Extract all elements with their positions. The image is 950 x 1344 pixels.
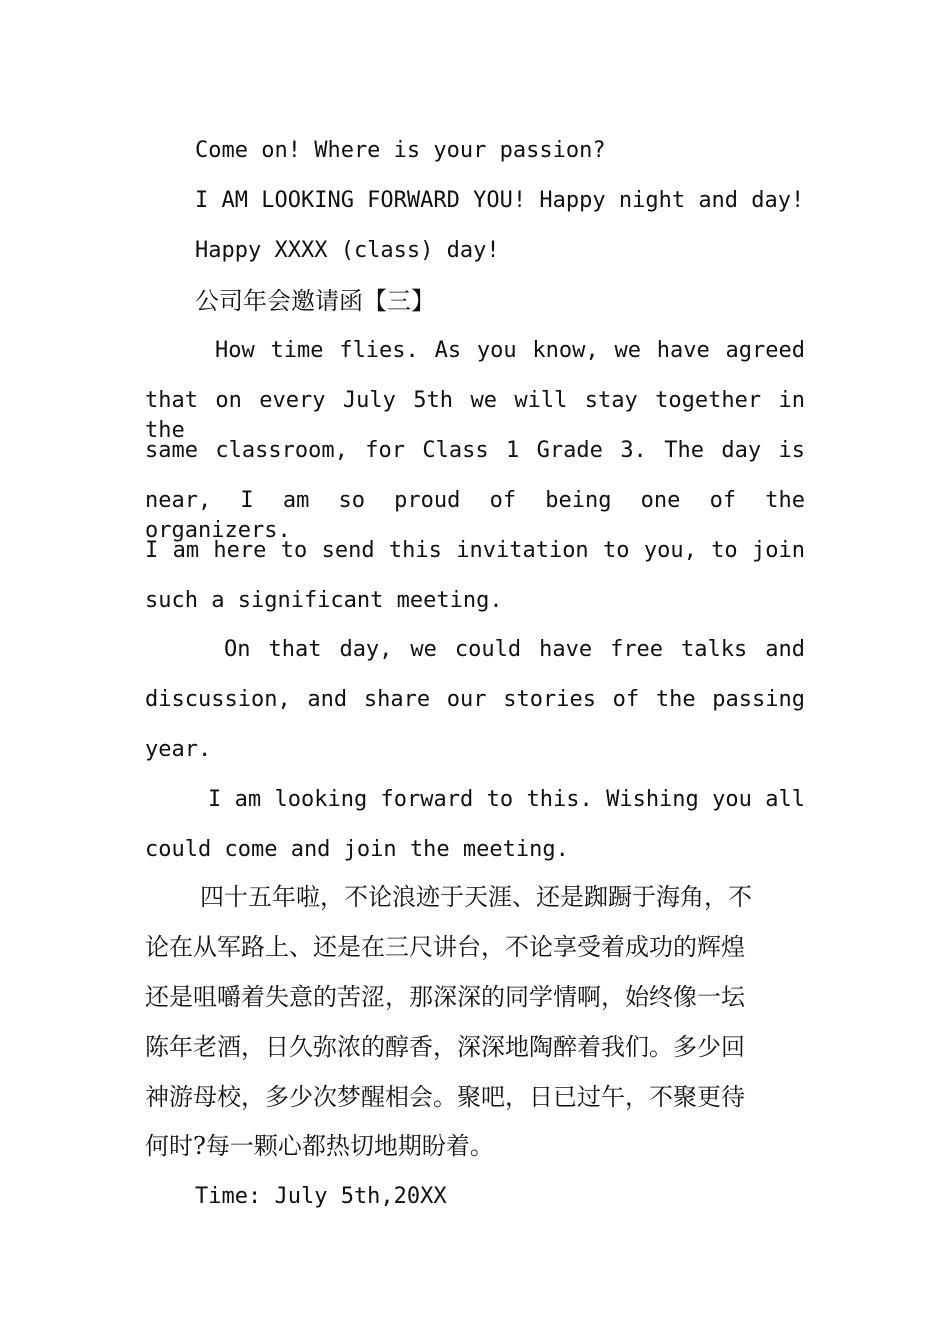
- text-line: that on every July 5th we will stay together in the: [145, 388, 805, 443]
- text-line: could come and join the meeting.: [145, 837, 569, 862]
- text-line: I am here to send this invitation to you, to join: [145, 538, 805, 563]
- text-line: year.: [145, 737, 212, 762]
- text-line: I am looking forward to this. Wishing you all: [208, 787, 805, 812]
- text-line: How time flies. As you know, we have agreed: [215, 338, 805, 363]
- text-line: Come on! Where is your passion?: [195, 138, 606, 163]
- text-line: 神游母校，多少次梦醒相会。聚吧，日已过午，不聚更待: [145, 1083, 745, 1111]
- text-line: 还是咀嚼着失意的苦涩，那深深的同学情啊，始终像一坛: [145, 983, 745, 1011]
- section-heading: 公司年会邀请函【三】: [195, 287, 435, 315]
- text-line: 论在从军路上、还是在三尺讲台，不论享受着成功的辉煌: [145, 933, 745, 961]
- text-line: 陈年老酒，日久弥浓的醇香，深深地陶醉着我们。多少回: [145, 1033, 745, 1061]
- text-line: same classroom, for Class 1 Grade 3. The day is: [145, 438, 805, 463]
- text-line: On that day, we could have free talks and: [224, 637, 805, 662]
- text-line: discussion, and share our stories of the passing: [145, 687, 805, 712]
- text-line: such a significant meeting.: [145, 588, 503, 613]
- text-line: near, I am so proud of being one of the organizers.: [145, 488, 805, 543]
- text-line: I AM LOOKING FORWARD YOU! Happy night and day!: [195, 188, 805, 213]
- text-line: 四十五年啦，不论浪迹于天涯、还是踟蹰于海角，不: [200, 883, 752, 911]
- text-line: 何时?每一颗心都热切地期盼着。: [145, 1132, 494, 1160]
- text-line: Happy XXXX (class) day!: [195, 238, 500, 263]
- time-line: Time: July 5th,20XX: [195, 1184, 447, 1209]
